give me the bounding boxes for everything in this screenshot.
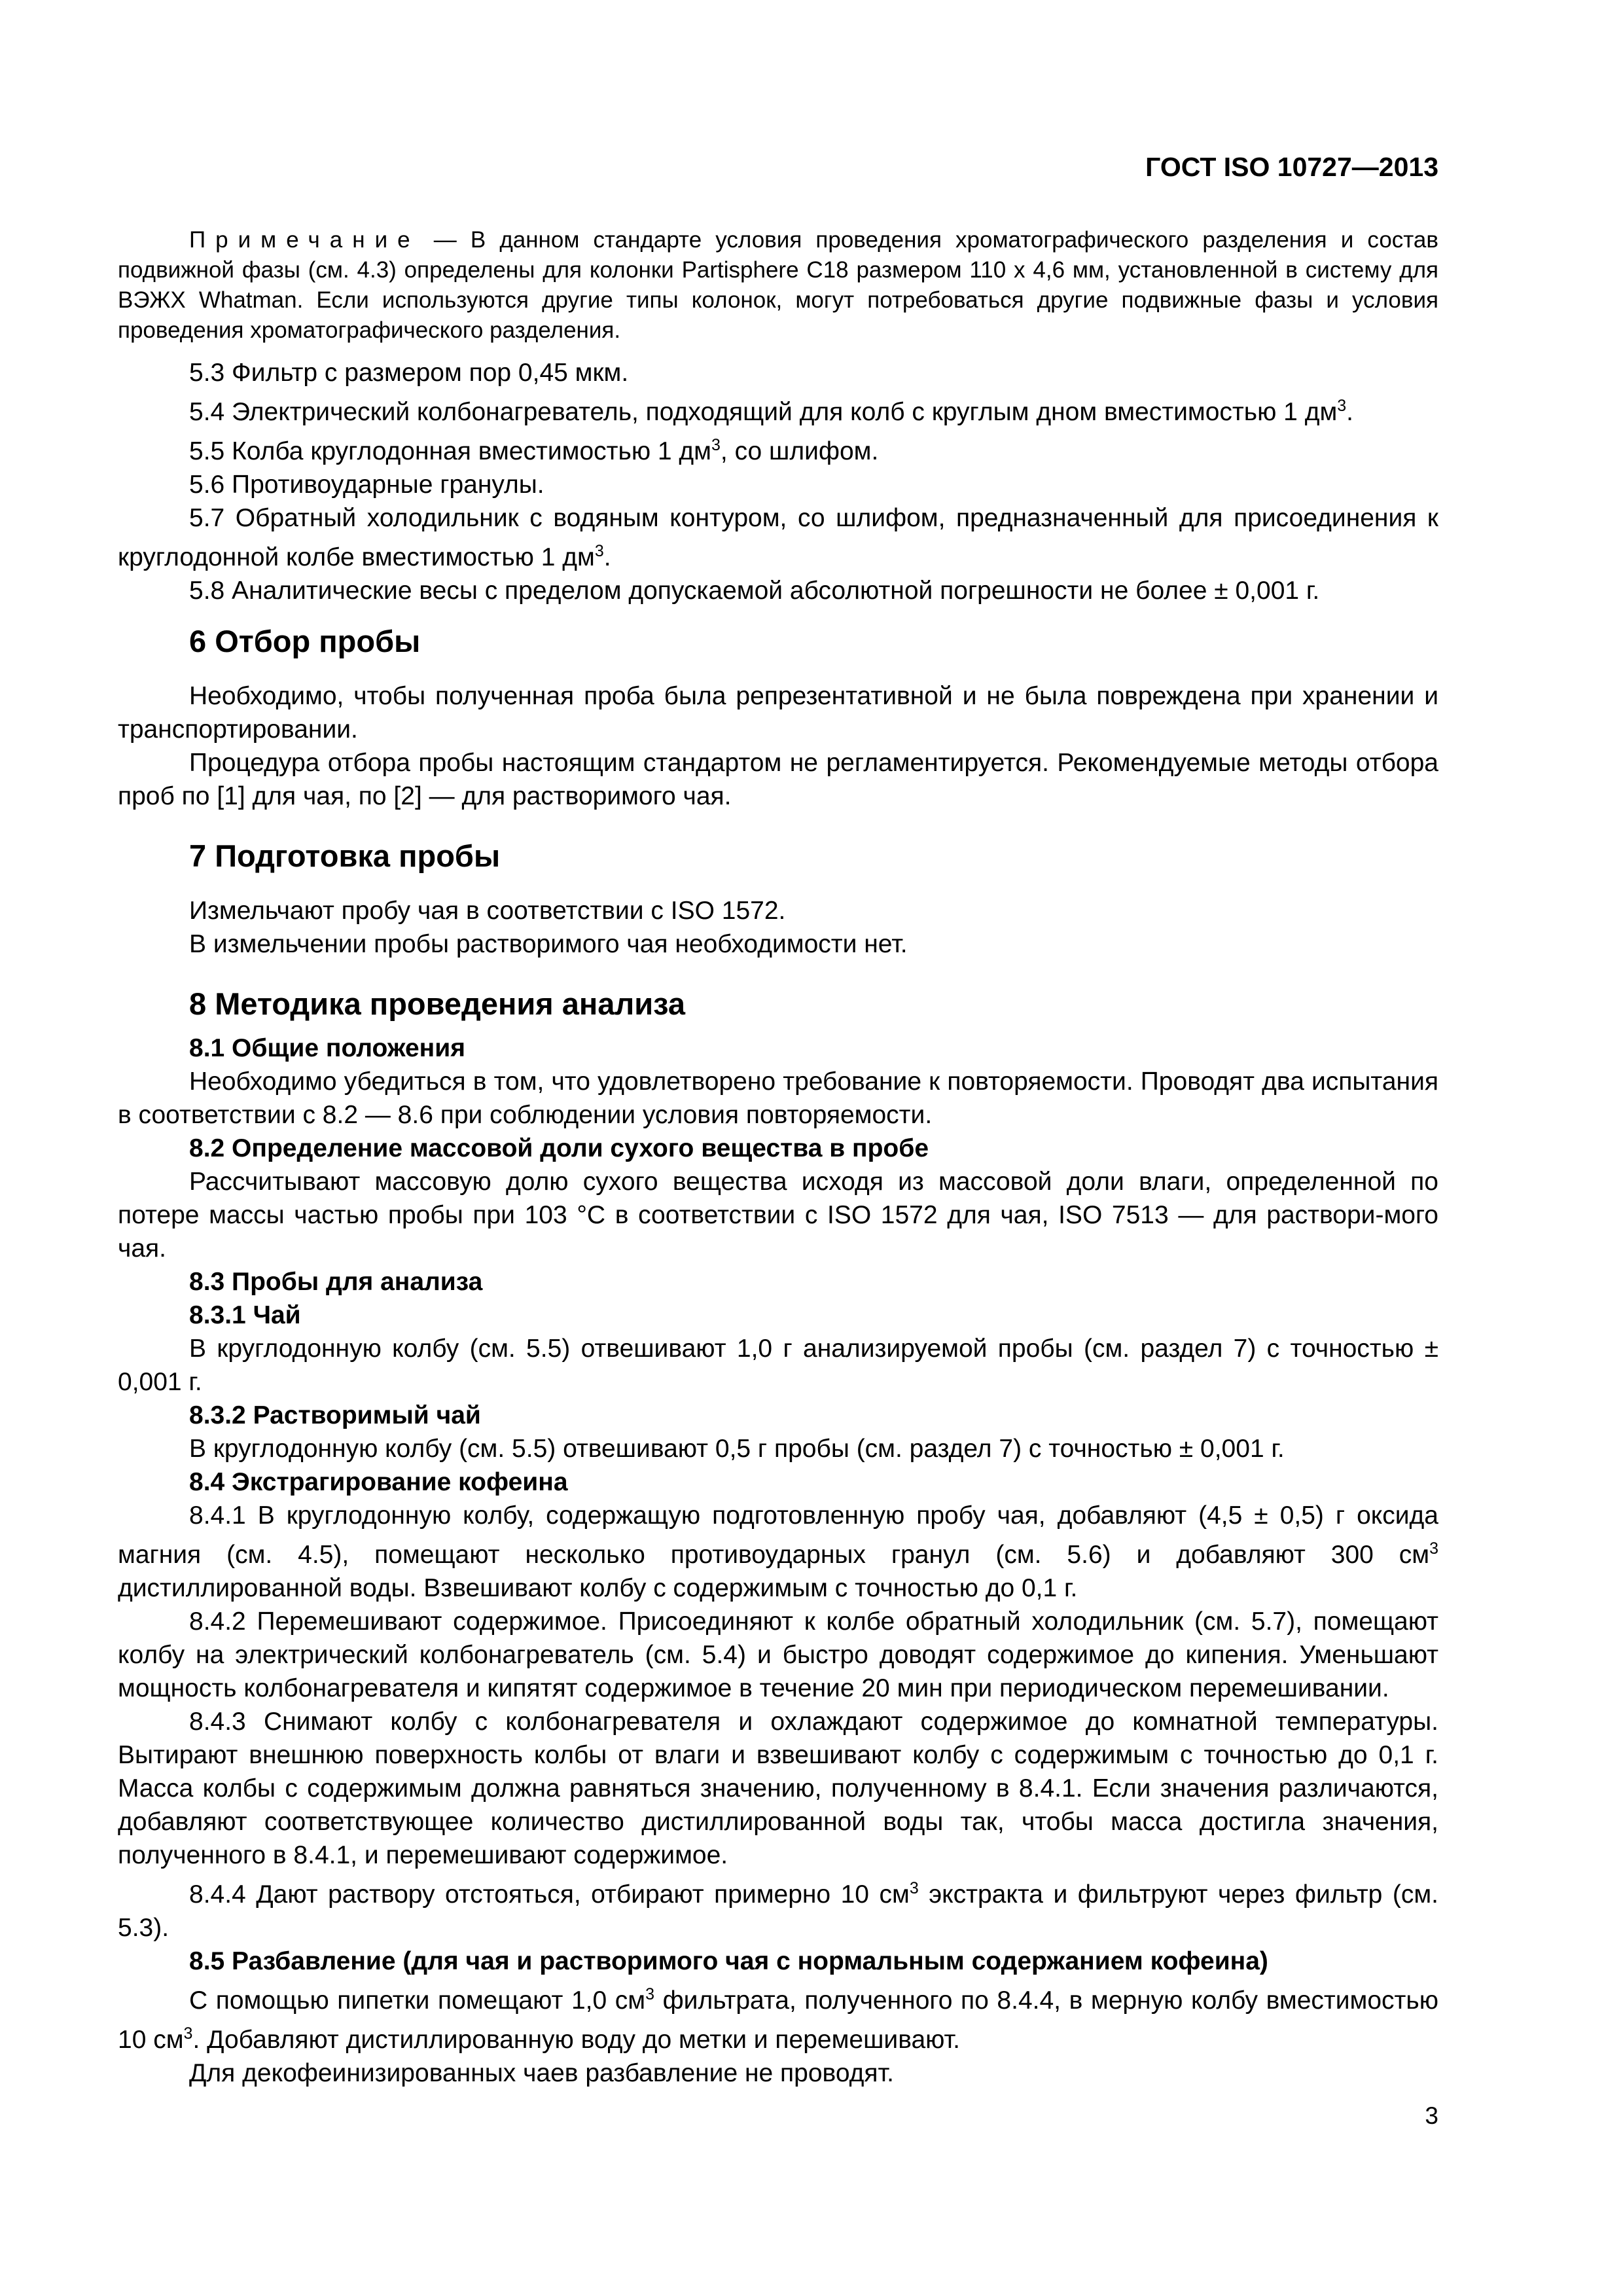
subsection-8-5-text-2: Для декофеинизированных чаев разбавление не проводят. (189, 2059, 894, 2087)
item-5-6: 5.6 Противоударные гранулы. (189, 471, 544, 499)
subsection-8-3-title: 8.3 Пробы для анализа (189, 1268, 483, 1296)
item-5-7-text: 5.7 Обратный холодильник с водяным контуром, со шлифом, предназначенный для присоединения к круглодонной колбе вместимостью 1 дм (118, 504, 1438, 571)
subsection-8-4-1-text (118, 1499, 1438, 1605)
item-5-4-end: . (1346, 398, 1354, 426)
superscript: 3 (1337, 397, 1347, 415)
section-7-title: 7 Подготовка пробы (189, 838, 501, 873)
subsection-8-2-title: 8.2 Определение массовой доли сухого вещества в пробе (189, 1134, 929, 1162)
document-code: ГОСТ ISO 10727—2013 (1145, 152, 1438, 182)
s841-part-a: 8.4.1 В круглодонную колбу, содержащую подготовленную пробу чая, добавляют (4,5 ± 0,5) г оксида магния (см. 4.5), помещают несколько противоударных гранул (см. 5.6) и добавляют 300 см (118, 1501, 1438, 1569)
superscript: 3 (909, 1879, 919, 1897)
superscript: 3 (183, 2024, 193, 2043)
item-5-5 (118, 429, 1438, 468)
s85-part-b: фильтрата, полученного по 8.4.4, в мерную колбу вместимостью 10 см (118, 1986, 1438, 2054)
subsection-8-3-1-text: В круглодонную колбу (см. 5.5) отвешивают 1,0 г анализируемой пробы (см. раздел 7) с точностью ± 0,001 г. (118, 1335, 1438, 1396)
note-paragraph (118, 225, 1438, 346)
note-label: Примечание (189, 227, 420, 253)
section-7-paragraph-1: Измельчают пробу чая в соответствии с ISO 1572. (189, 897, 786, 925)
item-5-7-end: . (603, 543, 611, 571)
subsection-8-4-title: 8.4 Экстрагирование кофеина (189, 1468, 568, 1496)
item-5-3: 5.3 Фильтр с размером пор 0,45 мкм. (189, 359, 629, 387)
item-5-4-text: 5.4 Электрический колбонагреватель, подходящий для колб с круглым дном вместимостью 1 дм (189, 398, 1338, 426)
subsection-8-4-4-text (118, 1872, 1438, 1945)
item-5-4 (118, 389, 1438, 429)
s844-part-a: 8.4.4 Дают раствору отстояться, отбирают примерно 10 см (189, 1880, 910, 1909)
subsection-8-2-text: Рассчитывают массовую долю сухого вещества исходя из массовой доли влаги, определенной по потере массы частью пробы при 103 °С в соответствии с ISO 1572 для чая, ISO 7513 — для раствори-мого чая. (118, 1168, 1439, 1263)
item-5-8: 5.8 Аналитические весы с пределом допускаемой абсолютной погрешности не более ± 0,001 г. (189, 577, 1320, 605)
subsection-8-3-2-title: 8.3.2 Растворимый чай (189, 1401, 481, 1429)
subsection-8-5-text-1 (118, 1978, 1438, 2056)
page-number: 3 (1425, 2102, 1438, 2129)
subsection-8-5-title: 8.5 Разбавление (для чая и растворимого чая с нормальным содержанием кофеина) (189, 1947, 1268, 1975)
s85-part-a: С помощью пипетки помещают 1,0 см (189, 1986, 646, 2015)
section-6-paragraph-1: Необходимо, чтобы полученная проба была репрезентативной и не была повреждена при хранении и транспортировании. (118, 682, 1438, 744)
superscript: 3 (645, 1985, 654, 2003)
subsection-8-1-text: Необходимо убедиться в том, что удовлетворено требование к повторяемости. Проводят два испытания в соответствии с 8.2 — 8.6 при соблюдении условия повторяемости. (118, 1067, 1438, 1129)
item-5-7 (118, 501, 1438, 574)
note-text: — В данном стандарте условия проведения хроматографического разделения и состав подвижной фазы (см. 4.3) определены для колонки Partisphere C18 размером 110 х 4,6 мм, установленной в систему для ВЭЖХ Whatman. Если используются другие типы колонок, могут потребоваться другие подвижные фазы и условия проведения хроматографического разделения. (118, 227, 1438, 343)
superscript: 3 (711, 436, 721, 454)
s841-part-b: дистиллированной воды. Взвешивают колбу с содержимым с точностью до 0,1 г. (118, 1574, 1078, 1602)
item-5-5-end: , со шлифом. (720, 437, 879, 465)
subsection-8-3-2-text: В круглодонную колбу (см. 5.5) отвешивают 0,5 г пробы (см. раздел 7) с точностью ± 0,001 г. (189, 1435, 1285, 1463)
superscript: 3 (594, 542, 604, 560)
item-5-5-text: 5.5 Колба круглодонная вместимостью 1 дм (189, 437, 711, 465)
section-6-title: 6 Отбор пробы (189, 624, 421, 658)
subsection-8-3-1-title: 8.3.1 Чай (189, 1301, 301, 1329)
section-6-paragraph-2: Процедура отбора пробы настоящим стандартом не регламентируется. Рекомендуемые методы отбора проб по [1] для чая, по [2] — для растворимого чая. (118, 749, 1438, 810)
subsection-8-4-2-text: 8.4.2 Перемешивают содержимое. Присоединяют к колбе обратный холодильник (см. 5.7), помещают колбу на электрический колбонагреватель (см. 5.4) и быстро доводят содержимое до кипения. Уменьшают мощность колбонагревателя и кипятят содержимое в течение 20 мин при периодическом перемешивании. (118, 1607, 1438, 1702)
section-7-paragraph-2: В измельчении пробы растворимого чая необходимости нет. (189, 930, 908, 958)
subsection-8-1-title: 8.1 Общие положения (189, 1034, 465, 1062)
page-content (118, 225, 1438, 2090)
superscript: 3 (1429, 1539, 1438, 1558)
section-8-title: 8 Методика проведения анализа (189, 986, 686, 1021)
subsection-8-4-3-text: 8.4.3 Снимают колбу с колбонагревателя и охлаждают содержимое до комнатной температуры. Вытирают внешнюю поверхность колбы от влаги и взвешивают колбу с содержимым с точностью до 0,1 г. Масса колбы с содержимым должна равняться значению, полученному в 8.4.1. Если значения различаются, добавляют соответствующее количество дистиллированной воды так, чтобы масса достигла значения, полученного в 8.4.1, и перемешивают содержимое. (118, 1708, 1438, 1869)
s844-part-b: экстракта и фильтруют через фильтр (см. 5.3). (118, 1880, 1438, 1942)
s85-part-c: . Добавляют дистиллированную воду до метки и перемешивают. (192, 2026, 960, 2054)
